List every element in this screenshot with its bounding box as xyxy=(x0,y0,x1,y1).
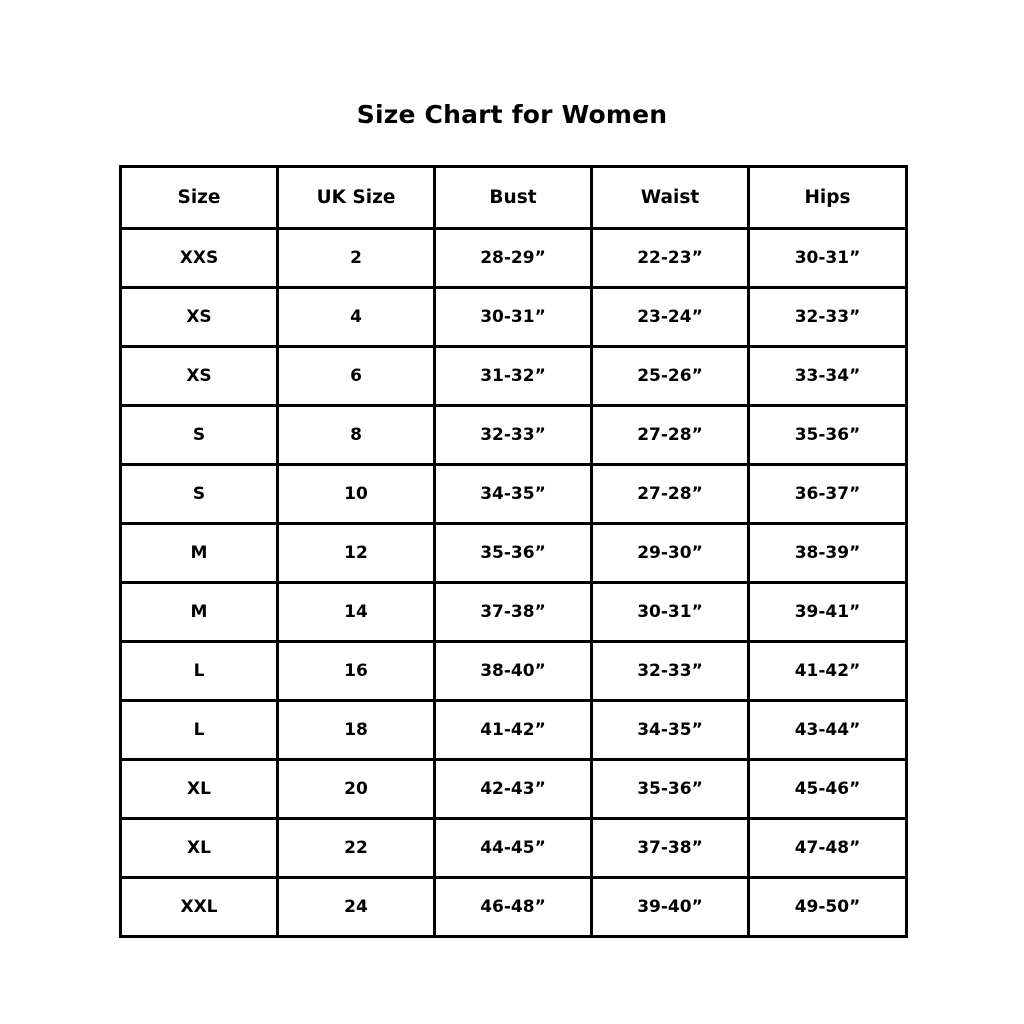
cell-hips: 35-36” xyxy=(749,406,907,465)
cell-hips: 38-39” xyxy=(749,524,907,583)
cell-uk-size: 22 xyxy=(278,819,435,878)
table-row xyxy=(121,642,907,701)
table-header-row xyxy=(121,167,907,229)
cell-size: XS xyxy=(121,347,278,406)
column-header-bust: Bust xyxy=(435,167,592,229)
cell-waist: 39-40” xyxy=(592,878,749,937)
cell-size: S xyxy=(121,465,278,524)
table-row xyxy=(121,347,907,406)
table-row xyxy=(121,406,907,465)
cell-hips: 49-50” xyxy=(749,878,907,937)
cell-hips: 43-44” xyxy=(749,701,907,760)
cell-bust: 28-29” xyxy=(435,229,592,288)
table-row xyxy=(121,583,907,642)
cell-uk-size: 6 xyxy=(278,347,435,406)
table-row xyxy=(121,229,907,288)
cell-waist: 23-24” xyxy=(592,288,749,347)
cell-waist: 27-28” xyxy=(592,406,749,465)
cell-uk-size: 24 xyxy=(278,878,435,937)
table-body xyxy=(121,229,907,937)
cell-hips: 33-34” xyxy=(749,347,907,406)
cell-waist: 35-36” xyxy=(592,760,749,819)
cell-hips: 30-31” xyxy=(749,229,907,288)
cell-uk-size: 10 xyxy=(278,465,435,524)
cell-uk-size: 18 xyxy=(278,701,435,760)
cell-bust: 38-40” xyxy=(435,642,592,701)
cell-hips: 47-48” xyxy=(749,819,907,878)
cell-size: L xyxy=(121,701,278,760)
table-row xyxy=(121,465,907,524)
table-row xyxy=(121,760,907,819)
cell-waist: 27-28” xyxy=(592,465,749,524)
cell-waist: 25-26” xyxy=(592,347,749,406)
cell-waist: 30-31” xyxy=(592,583,749,642)
cell-waist: 37-38” xyxy=(592,819,749,878)
cell-bust: 42-43” xyxy=(435,760,592,819)
cell-bust: 34-35” xyxy=(435,465,592,524)
column-header-waist: Waist xyxy=(592,167,749,229)
column-header-hips: Hips xyxy=(749,167,907,229)
cell-waist: 32-33” xyxy=(592,642,749,701)
column-header-uk-size: UK Size xyxy=(278,167,435,229)
cell-uk-size: 8 xyxy=(278,406,435,465)
cell-size: XL xyxy=(121,819,278,878)
cell-size: XXL xyxy=(121,878,278,937)
cell-bust: 46-48” xyxy=(435,878,592,937)
cell-size: S xyxy=(121,406,278,465)
cell-uk-size: 2 xyxy=(278,229,435,288)
table-header xyxy=(121,167,907,229)
cell-uk-size: 16 xyxy=(278,642,435,701)
table-row xyxy=(121,524,907,583)
size-table xyxy=(119,165,908,938)
table-row xyxy=(121,878,907,937)
cell-size: L xyxy=(121,642,278,701)
cell-waist: 34-35” xyxy=(592,701,749,760)
cell-bust: 37-38” xyxy=(435,583,592,642)
cell-uk-size: 4 xyxy=(278,288,435,347)
cell-uk-size: 14 xyxy=(278,583,435,642)
table-row xyxy=(121,819,907,878)
cell-bust: 35-36” xyxy=(435,524,592,583)
cell-bust: 41-42” xyxy=(435,701,592,760)
cell-hips: 39-41” xyxy=(749,583,907,642)
cell-bust: 31-32” xyxy=(435,347,592,406)
cell-bust: 30-31” xyxy=(435,288,592,347)
cell-size: M xyxy=(121,524,278,583)
cell-uk-size: 20 xyxy=(278,760,435,819)
column-header-size: Size xyxy=(121,167,278,229)
table-row xyxy=(121,288,907,347)
cell-hips: 41-42” xyxy=(749,642,907,701)
cell-uk-size: 12 xyxy=(278,524,435,583)
page-title: Size Chart for Women xyxy=(356,100,668,129)
cell-size: M xyxy=(121,583,278,642)
cell-bust: 32-33” xyxy=(435,406,592,465)
cell-size: XXS xyxy=(121,229,278,288)
table-row xyxy=(121,701,907,760)
cell-hips: 36-37” xyxy=(749,465,907,524)
cell-hips: 45-46” xyxy=(749,760,907,819)
cell-size: XS xyxy=(121,288,278,347)
cell-waist: 22-23” xyxy=(592,229,749,288)
cell-size: XL xyxy=(121,760,278,819)
cell-bust: 44-45” xyxy=(435,819,592,878)
size-table-container xyxy=(119,165,905,938)
cell-waist: 29-30” xyxy=(592,524,749,583)
cell-hips: 32-33” xyxy=(749,288,907,347)
